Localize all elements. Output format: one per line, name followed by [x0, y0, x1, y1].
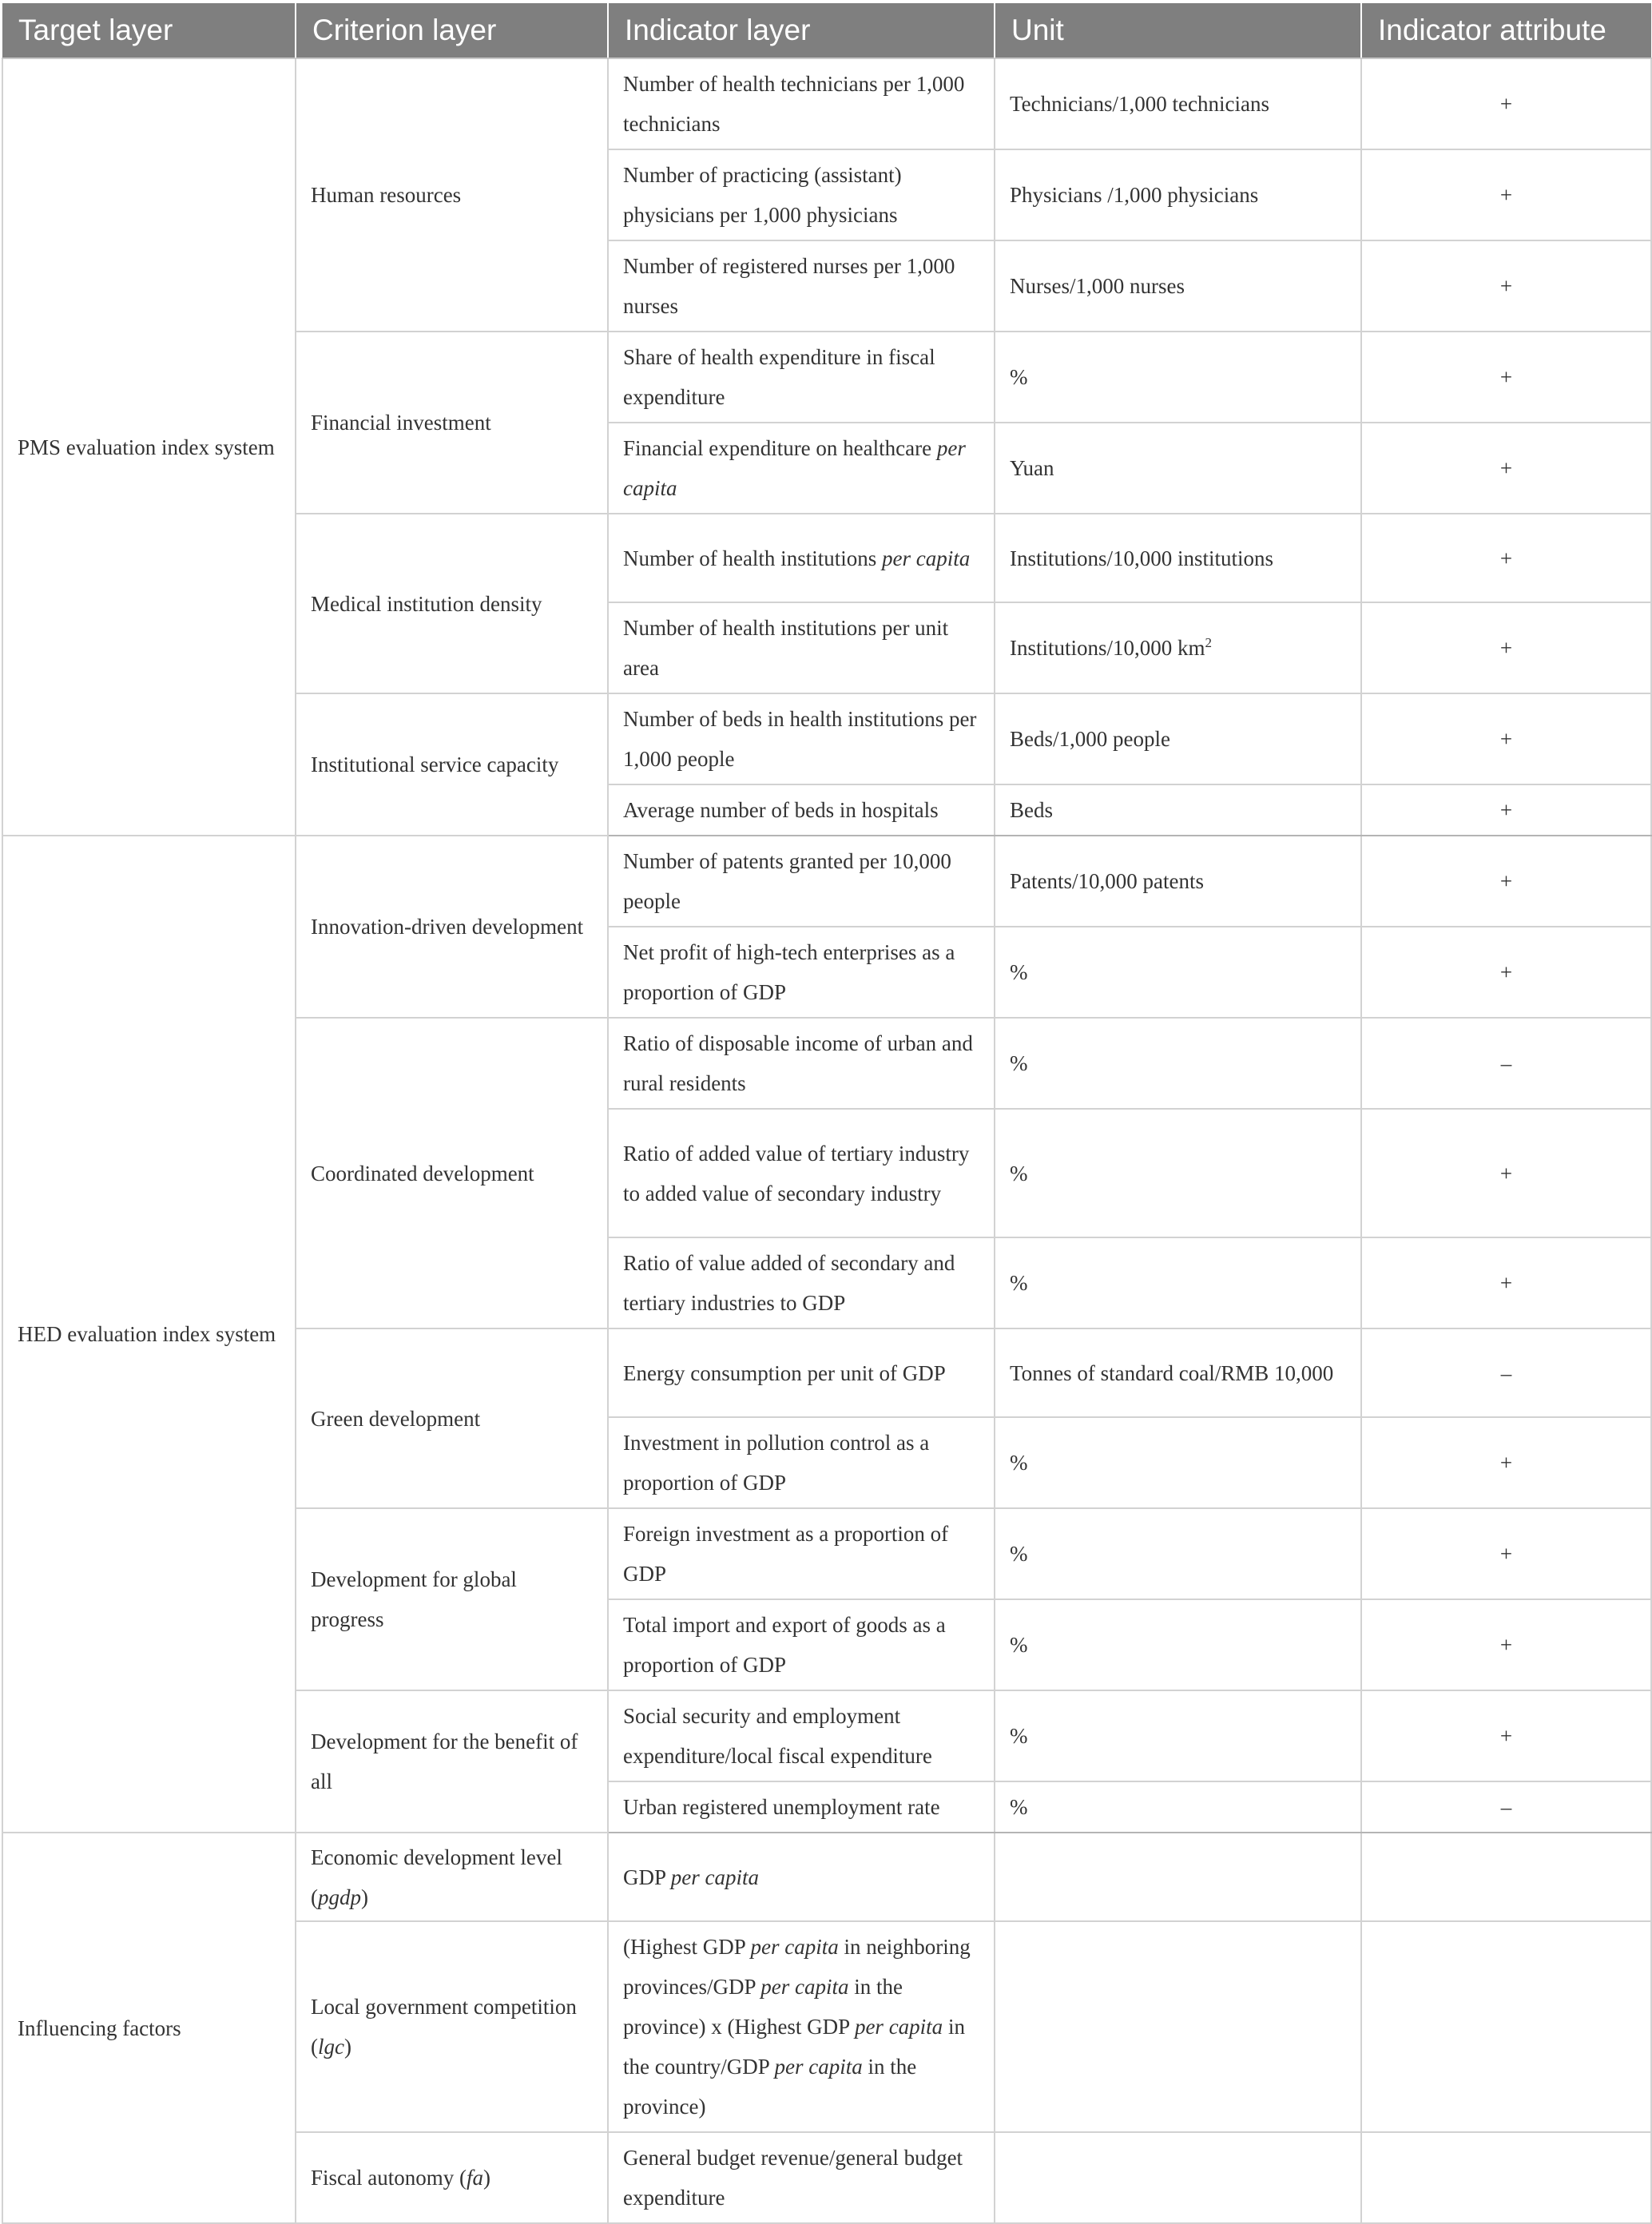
- criterion-abbr: lgc: [318, 2035, 344, 2059]
- indicator-cell: Number of health technicians per 1,000 technicians: [608, 58, 995, 149]
- attribute-cell: –: [1361, 1781, 1651, 1833]
- attribute-cell: [1361, 1921, 1651, 2132]
- unit-cell: Technicians/1,000 technicians: [995, 58, 1361, 149]
- attribute-cell: +: [1361, 1599, 1651, 1690]
- indicator-cell: Urban registered unemployment rate: [608, 1781, 995, 1833]
- attribute-cell: –: [1361, 1018, 1651, 1109]
- attribute-cell: +: [1361, 514, 1651, 602]
- indicator-text: (Highest GDP: [623, 1935, 745, 1959]
- table-row: [2, 1833, 1651, 1921]
- unit-cell: Beds/1,000 people: [995, 693, 1361, 784]
- unit-cell: Tonnes of standard coal/RMB 10,000: [995, 1328, 1361, 1417]
- criterion-cell: Green development: [296, 1328, 608, 1508]
- criterion-abbr: fa: [466, 2166, 483, 2190]
- attribute-cell: +: [1361, 423, 1651, 514]
- unit-cell: [995, 602, 1361, 693]
- unit-text: Institutions/10,000 km: [1010, 636, 1205, 660]
- index-system-table: [2, 3, 1652, 2224]
- indicator-cell: Average number of beds in hospitals: [608, 784, 995, 836]
- indicator-cell: Share of health expenditure in fiscal expenditure: [608, 332, 995, 423]
- criterion-cell: Local government competition (lgc): [296, 1921, 608, 2132]
- indicator-cell: Ratio of disposable income of urban and rural residents: [608, 1018, 995, 1109]
- indicator-italic: per capita: [760, 1975, 849, 1999]
- indicator-cell: Number of beds in health institutions per 1,000 people: [608, 693, 995, 784]
- attribute-cell: +: [1361, 1417, 1651, 1508]
- indicator-text: in the country/GDP: [623, 2015, 965, 2079]
- attribute-cell: +: [1361, 693, 1651, 784]
- criterion-cell: Coordinated development: [296, 1018, 608, 1328]
- indicator-italic: per capita: [623, 436, 966, 500]
- attribute-cell: [1361, 2132, 1651, 2223]
- header-indicator-layer: Indicator layer: [608, 3, 995, 58]
- target-cell-influencing: Influencing factors: [2, 1833, 296, 2223]
- indicator-text: GDP: [623, 1865, 666, 1889]
- unit-superscript: 2: [1205, 635, 1213, 650]
- indicator-cell: Number of registered nurses per 1,000 nurses: [608, 240, 995, 332]
- header-criterion-layer: Criterion layer: [296, 3, 608, 58]
- unit-cell: %: [995, 1690, 1361, 1781]
- unit-cell: %: [995, 927, 1361, 1018]
- criterion-text: Fiscal autonomy: [311, 2166, 455, 2190]
- attribute-cell: +: [1361, 602, 1651, 693]
- unit-cell: %: [995, 1599, 1361, 1690]
- indicator-italic: per capita: [750, 1935, 839, 1959]
- indicator-text: in the province) x (Highest GDP: [623, 1975, 903, 2039]
- indicator-cell: [608, 514, 995, 602]
- criterion-cell: Innovation-driven development: [296, 836, 608, 1018]
- criterion-cell: Development for global progress: [296, 1508, 608, 1690]
- indicator-cell: Energy consumption per unit of GDP: [608, 1328, 995, 1417]
- indicator-cell: Net profit of high-tech enterprises as a proportion of GDP: [608, 927, 995, 1018]
- criterion-text: Local government competition: [311, 1995, 577, 2019]
- indicator-cell: Investment in pollution control as a proportion of GDP: [608, 1417, 995, 1508]
- attribute-cell: +: [1361, 836, 1651, 927]
- indicator-text: in the province): [623, 2055, 917, 2119]
- unit-cell: Nurses/1,000 nurses: [995, 240, 1361, 332]
- attribute-cell: +: [1361, 149, 1651, 240]
- criterion-text: Economic development level: [311, 1845, 562, 1869]
- indicator-italic: per capita: [774, 2055, 863, 2079]
- indicator-cell: Number of practicing (assistant) physicians per 1,000 physicians: [608, 149, 995, 240]
- attribute-cell: +: [1361, 1690, 1651, 1781]
- header-target-layer: Target layer: [2, 3, 296, 58]
- indicator-cell: [608, 423, 995, 514]
- unit-cell: %: [995, 1417, 1361, 1508]
- indicator-cell: Ratio of added value of tertiary industry to added value of secondary industry: [608, 1109, 995, 1237]
- table-header: [2, 3, 1651, 58]
- indicator-cell: Number of health institutions per unit area: [608, 602, 995, 693]
- attribute-cell: +: [1361, 332, 1651, 423]
- criterion-cell: Medical institution density: [296, 514, 608, 693]
- criterion-cell: Human resources: [296, 58, 608, 332]
- indicator-cell: [608, 1833, 995, 1921]
- indicator-cell: Ratio of value added of secondary and tertiary industries to GDP: [608, 1237, 995, 1328]
- unit-cell: %: [995, 332, 1361, 423]
- attribute-cell: +: [1361, 1237, 1651, 1328]
- indicator-cell: Total import and export of goods as a proportion of GDP: [608, 1599, 995, 1690]
- unit-cell: Beds: [995, 784, 1361, 836]
- indicator-cell: [608, 1921, 995, 2132]
- unit-cell: Institutions/10,000 institutions: [995, 514, 1361, 602]
- unit-cell: Yuan: [995, 423, 1361, 514]
- unit-cell: %: [995, 1781, 1361, 1833]
- unit-cell: [995, 1921, 1361, 2132]
- indicator-cell: Foreign investment as a proportion of GDP: [608, 1508, 995, 1599]
- indicator-text: in neighboring provinces/GDP: [623, 1935, 971, 1999]
- indicator-text: Financial expenditure on healthcare: [623, 436, 932, 460]
- indicator-text: Number of health institutions: [623, 546, 877, 570]
- criterion-cell: Institutional service capacity: [296, 693, 608, 836]
- criterion-cell: Economic development level (pgdp): [296, 1833, 608, 1921]
- attribute-cell: [1361, 1833, 1651, 1921]
- attribute-cell: +: [1361, 240, 1651, 332]
- criterion-cell: Fiscal autonomy (fa): [296, 2132, 608, 2223]
- criterion-abbr: pgdp: [318, 1884, 361, 1909]
- unit-cell: %: [995, 1237, 1361, 1328]
- table-row: [2, 58, 1651, 149]
- attribute-cell: +: [1361, 58, 1651, 149]
- target-cell-hed: HED evaluation index system: [2, 836, 296, 1833]
- unit-cell: Physicians /1,000 physicians: [995, 149, 1361, 240]
- unit-cell: %: [995, 1508, 1361, 1599]
- header-indicator-attribute: Indicator attribute: [1361, 3, 1651, 58]
- table-row: [2, 836, 1651, 927]
- unit-cell: %: [995, 1109, 1361, 1237]
- header-unit: Unit: [995, 3, 1361, 58]
- unit-cell: Patents/10,000 patents: [995, 836, 1361, 927]
- attribute-cell: –: [1361, 1328, 1651, 1417]
- indicator-cell: General budget revenue/general budget expenditure: [608, 2132, 995, 2223]
- attribute-cell: +: [1361, 1508, 1651, 1599]
- indicator-italic: per capita: [881, 546, 971, 570]
- indicator-cell: Social security and employment expenditure/local fiscal expenditure: [608, 1690, 995, 1781]
- target-cell-pms: PMS evaluation index system: [2, 58, 296, 836]
- attribute-cell: +: [1361, 784, 1651, 836]
- unit-cell: [995, 2132, 1361, 2223]
- criterion-cell: Development for the benefit of all: [296, 1690, 608, 1833]
- attribute-cell: +: [1361, 927, 1651, 1018]
- attribute-cell: +: [1361, 1109, 1651, 1237]
- indicator-italic: per capita: [670, 1865, 759, 1889]
- unit-cell: [995, 1833, 1361, 1921]
- unit-cell: %: [995, 1018, 1361, 1109]
- indicator-cell: Number of patents granted per 10,000 people: [608, 836, 995, 927]
- criterion-cell: Financial investment: [296, 332, 608, 514]
- indicator-italic: per capita: [854, 2015, 943, 2039]
